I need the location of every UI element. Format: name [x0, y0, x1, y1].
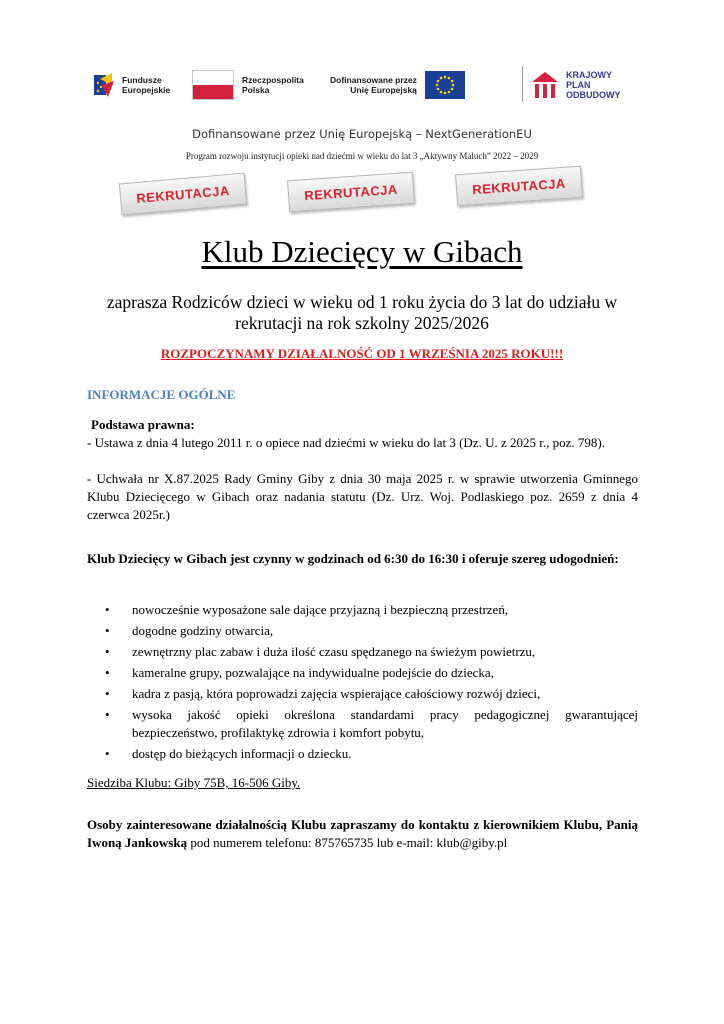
invitation-subtitle: zaprasza Rodziców dzieci w wieku od 1 roku życia do 3 lat do udziału w rekrutacji na rok szkolny 2025/2026 [106, 292, 618, 333]
pl-line-1: Rzeczpospolita [242, 75, 304, 85]
fundusze-europejskie-logo [92, 60, 170, 110]
contact-paragraph [87, 816, 638, 852]
opening-hours-paragraph: Klub Dziecięcy w Gibach jest czynny w godzinach od 6:30 do 16:30 i oferuje szereg udogodnień: [87, 551, 619, 566]
list-item: • zewnętrzny plac zabaw i duża ilość czasu spędzanego na świeżym powietrzu, [87, 643, 638, 661]
club-address: Siedziba Klubu: Giby 75B, 16-506 Giby. [87, 775, 301, 790]
list-item: • wysoka jakość opieki określona standardami pracy pedagogicznej gwarantującej bezpieczeństwo, profilaktykę zdrowia i komfort pobytu, [87, 706, 638, 742]
rekrutacja-stamp: REKRUTACJA [455, 166, 583, 207]
rekrutacja-stamps [0, 168, 724, 218]
polish-flag-icon [192, 70, 234, 100]
kpo-line-3: ODBUDOWY [566, 90, 621, 100]
fundusze-europejskie-icon [92, 71, 116, 99]
rzeczpospolita-polska-logo [192, 60, 304, 110]
krajowy-plan-odbudowy-logo [530, 60, 621, 110]
eu-flag-icon [425, 71, 465, 99]
fe-line-2: Europejskie [122, 85, 171, 95]
program-line: Program rozwoju instytucji opieki nad dziećmi w wieku do lat 3 „Aktywny Maluch” 2022 – 2029 [185, 151, 539, 161]
fe-line-1: Fundusze [122, 75, 162, 85]
page-title: Klub Dziecięcy w Gibach [201, 234, 523, 269]
list-item: • dostęp do bieżących informacji o dziecku. [87, 745, 638, 763]
legal-basis-item: - Uchwała nr X.87.2025 Rady Gminy Giby z dnia 30 maja 2025 r. w sprawie utworzenia Gminnego Klubu Dziecięcego w Gibach oraz nadania statutu (Dz. Urz. Woj. Podlaskiego poz. 2659 z dnia 4 czerwca 2025r.) [87, 471, 638, 522]
logo-bar [92, 60, 652, 110]
start-notice: ROZPOCZYNAMY DZIAŁALNOŚĆ OD 1 WRZEŚNIA 2025 ROKU!!! [160, 346, 564, 361]
kpo-line-1: KRAJOWY [566, 70, 613, 80]
rekrutacja-stamp: REKRUTACJA [287, 172, 415, 213]
rekrutacja-stamp: REKRUTACJA [119, 173, 247, 216]
section-heading: INFORMACJE OGÓLNE [87, 387, 236, 402]
benefits-list [87, 601, 638, 766]
list-item: • dogodne godziny otwarcia, [87, 622, 638, 640]
list-item: • nowocześnie wyposażone sale dające przyjazną i bezpieczną przestrzeń, [87, 601, 638, 619]
kpo-line-2: PLAN [566, 80, 591, 90]
list-item: • kadra z pasją, która poprowadzi zajęcia wspierające całościowy rozwój dzieci, [87, 685, 638, 703]
contact-bold-text: Osoby zainteresowane działalnością Klubu zapraszamy do kontaktu z kierownikiem Klubu, Panią Iwoną Jankowską [87, 817, 638, 850]
logo-separator [522, 66, 523, 102]
ue-line-2: Unię Europejską [350, 85, 417, 95]
legal-basis-item: - Ustawa z dnia 4 lutego 2011 r. o opiece nad dziećmi w wieku do lat 3 (Dz. U. z 2025 r., poz. 798). [87, 435, 605, 450]
ue-line-1: Dofinansowane przez [330, 75, 417, 85]
pl-line-2: Polska [242, 85, 270, 95]
kpo-icon [530, 70, 560, 100]
funded-by-line: Dofinansowane przez Unię Europejską – NextGenerationEU [192, 127, 532, 141]
legal-basis-heading: Podstawa prawna: [91, 417, 195, 432]
unia-europejska-logo [330, 60, 465, 110]
list-item: • kameralne grupy, pozwalające na indywidualne podejście do dziecka, [87, 664, 638, 682]
contact-details: pod numerem telefonu: 875765735 lub e-mail: klub@giby.pl [187, 835, 508, 850]
